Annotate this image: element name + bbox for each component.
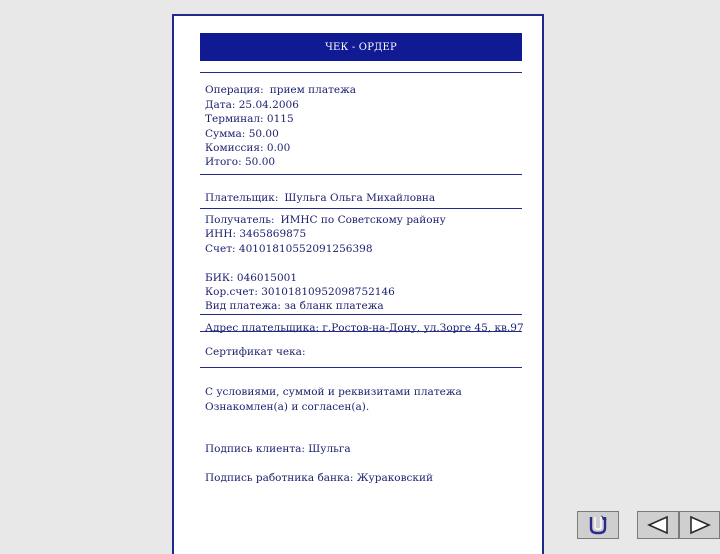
amount-value: 50.00 [248,128,279,140]
receipt-title: ЧЕК - ОРДЕР [200,33,522,61]
bik-value: 046015001 [236,272,298,284]
divider [200,208,522,209]
divider [200,314,522,315]
commission-value: 0.00 [266,142,291,154]
receipt-page [172,14,544,554]
client-signature-label: Подпись клиента: [205,443,305,455]
certificate-line [205,345,305,359]
next-arrow-icon [685,514,715,536]
operation-value: прием платежа [269,84,357,96]
return-icon [585,514,611,536]
account-label: Счет: [205,243,236,255]
corr-account-value: 30101810952098752146 [261,286,395,298]
payer-address-value: г.Ростов-на-Дону, ул.Зорге 45, кв.97 [322,322,524,334]
next-button[interactable] [679,511,720,539]
bank-signature-line [205,471,433,485]
divider [200,72,522,73]
recipient-value: ИМНС по Советскому району [280,214,446,226]
client-signature-line [205,442,351,456]
client-signature-value: Шульга [308,443,351,455]
bik-label: БИК: [205,272,234,284]
payer-address-line [205,321,524,335]
operation-label: Операция: [205,84,264,96]
corr-account-label: Кор.счет: [205,286,258,298]
payer-label: Плательщик: [205,192,279,204]
consent-line-2: Ознакомлен(а) и согласен(а). [205,401,370,413]
bank-signature-value: Жураковский [356,472,433,484]
payment-type-value: за бланк платежа [284,300,384,312]
commission-line [205,141,290,155]
divider [200,331,522,332]
amount-line [205,127,279,141]
payer-value: Шульга Ольга Михайловна [284,192,436,204]
recipient-label: Получатель: [205,214,275,226]
payer-line [205,191,435,205]
divider [200,174,522,175]
recipient-line [205,213,446,227]
date-value: 25.04.2006 [238,99,299,111]
inn-label: ИНН: [205,228,237,240]
divider [200,367,522,368]
date-line [205,98,299,112]
amount-label: Сумма: [205,128,246,140]
commission-label: Комиссия: [205,142,264,154]
total-line [205,155,275,169]
inn-line [205,227,306,241]
terminal-label: Терминал: [205,113,264,125]
return-button[interactable] [577,511,619,539]
total-label: Итого: [205,156,242,168]
prev-button[interactable] [637,511,679,539]
payer-address-label: Адрес плательщика: [205,322,320,334]
certificate-label: Сертификат чека: [205,346,306,358]
account-value: 40101810552091256398 [238,243,373,255]
prev-arrow-icon [643,514,673,536]
payment-type-line [205,299,384,313]
payment-type-label: Вид платежа: [205,300,281,312]
consent-line-1: С условиями, суммой и реквизитами платежа [205,386,462,398]
terminal-value: 0115 [266,113,294,125]
date-label: Дата: [205,99,236,111]
operation-line [205,83,356,97]
account-line [205,242,373,256]
bik-line [205,271,297,285]
corr-account-line [205,285,395,299]
bank-signature-label: Подпись работника банка: [205,472,354,484]
total-value: 50.00 [245,156,276,168]
inn-value: 3465869875 [239,228,307,240]
terminal-line [205,112,294,126]
